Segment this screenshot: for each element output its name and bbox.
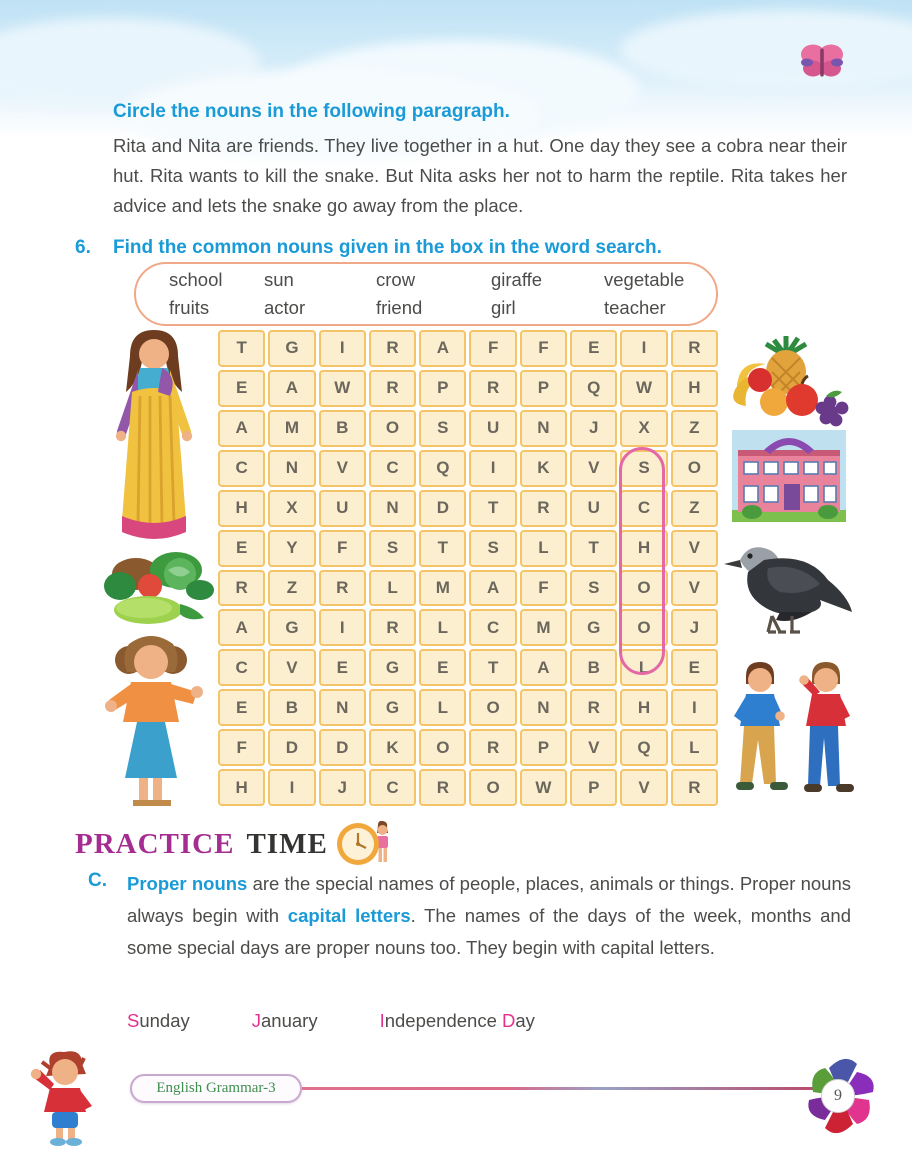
- grid-cell: V: [671, 530, 718, 567]
- word-box-word: actor: [264, 297, 306, 318]
- grid-cell: A: [419, 330, 466, 367]
- grid-cell: H: [620, 530, 667, 567]
- sectionC-text-3: . The names of the days of the week, months and some special days are proper nouns too. They begin with capital letters.: [127, 905, 851, 959]
- grid-cell: J: [319, 769, 366, 806]
- grid-cell: C: [620, 490, 667, 527]
- sectionC-paragraph: [127, 868, 851, 965]
- grid-cell: N: [520, 410, 567, 447]
- word-box-word: teacher: [604, 297, 666, 318]
- grid-cell: X: [620, 410, 667, 447]
- grid-cell: V: [570, 450, 617, 487]
- grid-cell: H: [218, 769, 265, 806]
- grid-cell: P: [419, 370, 466, 407]
- grid-cell: G: [268, 609, 315, 646]
- word-box-word: girl: [491, 297, 516, 318]
- grid-cell: E: [319, 649, 366, 686]
- grid-cell: O: [620, 609, 667, 646]
- page-number-flower: [795, 1046, 887, 1144]
- grid-cell: I: [469, 450, 516, 487]
- grid-cell: V: [620, 769, 667, 806]
- grid-cell: Y: [268, 530, 315, 567]
- grid-cell: A: [218, 609, 265, 646]
- grid-cell: M: [520, 609, 567, 646]
- grid-cell: Z: [671, 490, 718, 527]
- grid-cell: A: [218, 410, 265, 447]
- grid-cell: B: [268, 689, 315, 726]
- word-box-row2: [169, 294, 716, 322]
- grid-cell: K: [369, 729, 416, 766]
- grid-cell: R: [419, 769, 466, 806]
- footer-kid-illustration: [22, 1050, 114, 1146]
- sectionC-label: C.: [88, 870, 107, 891]
- grid-cell: S: [570, 570, 617, 607]
- practice-time-heading: [75, 822, 398, 866]
- grid-cell: N: [319, 689, 366, 726]
- grid-cell: S: [469, 530, 516, 567]
- book-title: English Grammar-3: [156, 1080, 276, 1096]
- grid-cell: G: [570, 609, 617, 646]
- grid-cell: L: [419, 609, 466, 646]
- grid-cell: H: [671, 370, 718, 407]
- page-number: 9: [821, 1079, 855, 1113]
- grid-cell: L: [520, 530, 567, 567]
- exercise-heading: Find the common nouns given in the box in the word search.: [113, 237, 662, 258]
- grid-cell: N: [520, 689, 567, 726]
- grid-cell: C: [469, 609, 516, 646]
- grid-cell: V: [570, 729, 617, 766]
- grid-cell: P: [520, 729, 567, 766]
- teacher-illustration: [90, 328, 218, 548]
- example-word: Independence Day: [379, 1010, 535, 1031]
- grid-cell: A: [520, 649, 567, 686]
- grid-cell: C: [218, 450, 265, 487]
- friends-illustration: [726, 660, 860, 802]
- grid-cell: G: [268, 330, 315, 367]
- grid-cell: W: [620, 370, 667, 407]
- grid-cell: R: [369, 370, 416, 407]
- book-title-badge: [130, 1074, 302, 1103]
- grid-cell: R: [570, 689, 617, 726]
- word-search-grid: [218, 330, 718, 806]
- word-box-word: vegetable: [604, 269, 685, 290]
- grid-cell: U: [469, 410, 516, 447]
- grid-cell: R: [369, 330, 416, 367]
- crow-illustration: [720, 536, 856, 640]
- grid-cell: T: [570, 530, 617, 567]
- grid-cell: G: [369, 689, 416, 726]
- grid-cell: O: [419, 729, 466, 766]
- grid-cell: A: [268, 370, 315, 407]
- grid-cell: E: [218, 530, 265, 567]
- grid-cell: N: [369, 490, 416, 527]
- grid-cell: S: [419, 410, 466, 447]
- grid-cell: I: [319, 330, 366, 367]
- grid-cell: R: [319, 570, 366, 607]
- proper-noun-examples: [127, 1010, 597, 1032]
- grid-cell: E: [218, 370, 265, 407]
- grid-cell: S: [369, 530, 416, 567]
- grid-cell: A: [469, 570, 516, 607]
- word-box-word: sun: [264, 269, 294, 290]
- grid-cell: B: [319, 410, 366, 447]
- grid-cell: T: [469, 490, 516, 527]
- school-building-illustration: [732, 430, 846, 522]
- example-word: January: [251, 1010, 318, 1031]
- fruits-illustration: [726, 336, 852, 428]
- grid-cell: I: [319, 609, 366, 646]
- capital-letters-term: capital letters: [287, 905, 411, 927]
- grid-cell: Q: [570, 370, 617, 407]
- grid-cell: P: [570, 769, 617, 806]
- grid-cell: F: [520, 570, 567, 607]
- grid-cell: E: [419, 649, 466, 686]
- grid-cell: T: [469, 649, 516, 686]
- grid-cell: B: [570, 649, 617, 686]
- grid-cell: D: [419, 490, 466, 527]
- grid-cell: H: [620, 689, 667, 726]
- grid-cell: J: [671, 609, 718, 646]
- grid-cell: O: [469, 769, 516, 806]
- word-box-word: school: [169, 269, 223, 290]
- grid-cell: M: [268, 410, 315, 447]
- grid-cell: Z: [671, 410, 718, 447]
- grid-cell: O: [369, 410, 416, 447]
- grid-cell: N: [268, 450, 315, 487]
- grid-cell: V: [268, 649, 315, 686]
- grid-cell: L: [671, 729, 718, 766]
- grid-cell: I: [620, 330, 667, 367]
- grid-cell: J: [570, 410, 617, 447]
- grid-cell: R: [218, 570, 265, 607]
- grid-cell: E: [671, 649, 718, 686]
- sectionC-text-2: Proper nouns always begin with: [127, 873, 851, 927]
- grid-cell: I: [268, 769, 315, 806]
- grid-cell: X: [268, 490, 315, 527]
- grid-cell: C: [369, 450, 416, 487]
- butterfly-icon: [797, 40, 847, 85]
- grid-cell: O: [671, 450, 718, 487]
- grid-cell: O: [620, 570, 667, 607]
- word-box-word: giraffe: [491, 269, 543, 290]
- girl-illustration: [85, 632, 215, 812]
- grid-cell: R: [469, 370, 516, 407]
- grid-cell: W: [520, 769, 567, 806]
- footer-divider-line: [302, 1087, 820, 1090]
- grid-cell: U: [319, 490, 366, 527]
- grid-cell: F: [319, 530, 366, 567]
- grid-cell: M: [419, 570, 466, 607]
- grid-cell: I: [671, 689, 718, 726]
- intro-paragraph: Rita and Nita are friends. They live together in a hut. One day they see a cobra near their hut. Rita wants to kill the snake. But Nita asks her not to harm the reptile. Rita takes her advice and lets the snake go away from the place.: [113, 135, 847, 216]
- grid-cell: F: [469, 330, 516, 367]
- grid-cell: D: [268, 729, 315, 766]
- grid-cell: Q: [620, 729, 667, 766]
- grid-cell: R: [671, 769, 718, 806]
- grid-cell: K: [520, 450, 567, 487]
- grid-cell: L: [369, 570, 416, 607]
- word-box-word: crow: [376, 269, 416, 290]
- grid-cell: R: [369, 609, 416, 646]
- grid-cell: S: [620, 450, 667, 487]
- grid-cell: R: [520, 490, 567, 527]
- cloud-shape: [620, 10, 912, 90]
- grid-cell: H: [218, 490, 265, 527]
- vegetables-illustration: [96, 550, 214, 630]
- grid-cell: F: [218, 729, 265, 766]
- grid-cell: W: [319, 370, 366, 407]
- proper-nouns-term: Proper nouns: [127, 873, 248, 894]
- word-box: [134, 262, 718, 326]
- word-box-row1: [169, 266, 716, 294]
- clock-icon: [336, 821, 398, 867]
- grid-cell: T: [218, 330, 265, 367]
- practice-word: PRACTICE: [75, 827, 235, 860]
- grid-cell: V: [319, 450, 366, 487]
- exercise-number: 6.: [75, 237, 91, 258]
- sectionC-text-1: are the special names of people, places, animals or things.: [247, 873, 740, 894]
- grid-cell: C: [369, 769, 416, 806]
- grid-cell: G: [369, 649, 416, 686]
- example-word: Sunday: [127, 1010, 190, 1031]
- grid-cell: L: [620, 649, 667, 686]
- grid-cell: P: [520, 370, 567, 407]
- grid-cell: E: [218, 689, 265, 726]
- grid-cell: F: [520, 330, 567, 367]
- grid-cell: V: [671, 570, 718, 607]
- grid-cell: L: [419, 689, 466, 726]
- time-word: TIME: [246, 827, 328, 860]
- grid-cell: T: [419, 530, 466, 567]
- grid-cell: Z: [268, 570, 315, 607]
- grid-cell: C: [218, 649, 265, 686]
- word-box-word: friend: [376, 297, 423, 318]
- grid-cell: R: [671, 330, 718, 367]
- grid-cell: R: [469, 729, 516, 766]
- word-box-word: fruits: [169, 297, 210, 318]
- grid-cell: E: [570, 330, 617, 367]
- grid-cell: D: [319, 729, 366, 766]
- grid-cell: O: [469, 689, 516, 726]
- grid-cell: Q: [419, 450, 466, 487]
- instruction-heading: Circle the nouns in the following paragraph.: [113, 101, 510, 122]
- grid-cell: U: [570, 490, 617, 527]
